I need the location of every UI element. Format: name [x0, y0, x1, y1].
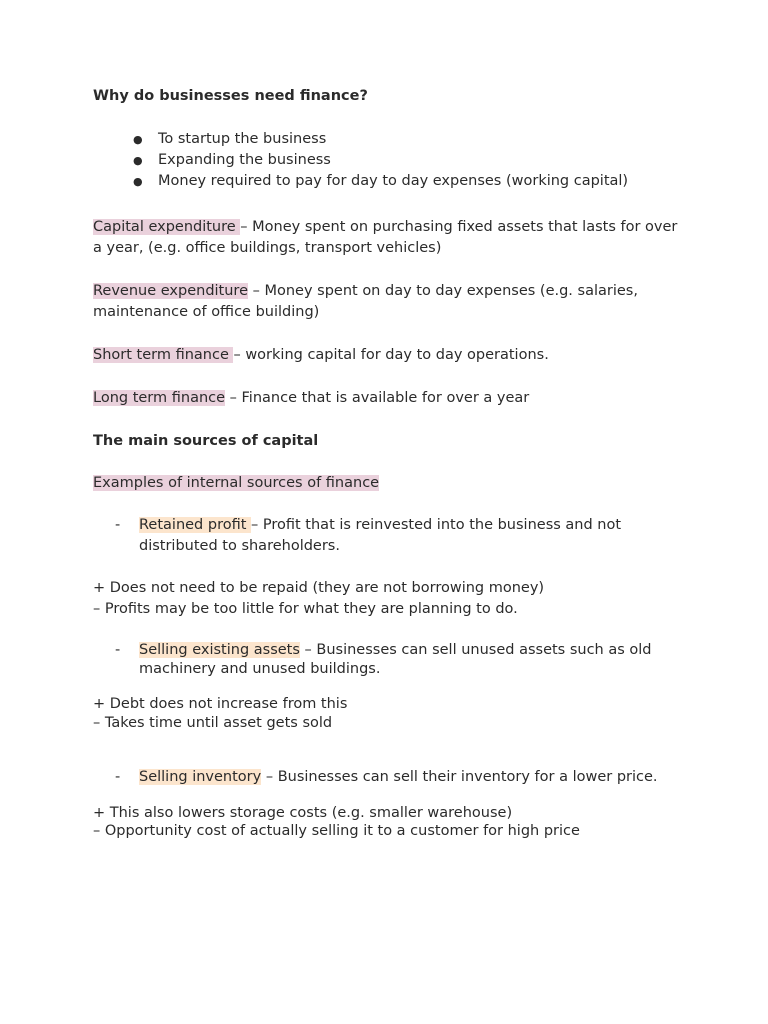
definition-text: – Money spent on purchasing fixed assets that lasts for over a year, (e.g. office buildings, transport vehicles) [93, 219, 678, 256]
reasons-list [93, 129, 683, 192]
con-point: – Takes time until asset gets sold [93, 715, 333, 731]
dash-marker: - [115, 769, 121, 785]
con-point: – Opportunity cost of actually selling it to a customer for high price [93, 823, 580, 839]
definition-revenue-expenditure [93, 281, 683, 323]
section-highlight: Examples of internal sources of finance [93, 475, 380, 491]
source-text: – Profit that is reinvested into the business and not distributed to shareholders. [139, 517, 622, 554]
list-item: ● To startup the business [93, 129, 683, 150]
dash-marker: - [115, 642, 121, 658]
source-retained-profit [93, 515, 683, 557]
list-item: ● Money required to pay for day to day expenses (working capital) [93, 171, 683, 192]
source-selling-existing-assets [93, 641, 683, 679]
definition-capital-expenditure [93, 217, 683, 259]
pro-point: + Debt does not increase from this [93, 696, 348, 712]
dash-marker: - [115, 517, 121, 533]
source-text: – Businesses can sell their inventory for a lower price. [261, 769, 658, 785]
definition-text: – Finance that is available for over a year [225, 390, 530, 406]
list-item: ● Expanding the business [93, 150, 683, 171]
con-point: – Profits may be too little for what they are planning to do. [93, 601, 518, 617]
pro-point: + This also lowers storage costs (e.g. smaller warehouse) [93, 805, 513, 821]
term-highlight: Short term finance [93, 347, 234, 363]
source-selling-inventory [93, 768, 683, 787]
definition-long-term-finance [93, 388, 683, 409]
definition-text: – working capital for day to day operations. [233, 347, 549, 363]
heading-why-finance: Why do businesses need finance? [93, 88, 368, 104]
source-highlight: Selling inventory [139, 769, 262, 785]
definition-text: – Money spent on day to day expenses (e.g. salaries, maintenance of office building) [93, 283, 638, 320]
heading-main-sources: The main sources of capital [93, 433, 319, 449]
source-text: – Businesses can sell unused assets such as old machinery and unused buildings. [139, 642, 652, 677]
term-highlight: Revenue expenditure [93, 283, 248, 299]
term-highlight: Capital expenditure [93, 219, 241, 235]
definition-short-term-finance [93, 345, 683, 366]
pro-point: + Does not need to be repaid (they are not borrowing money) [93, 580, 545, 596]
source-highlight: Selling existing assets [139, 642, 300, 658]
term-highlight: Long term finance [93, 390, 226, 406]
source-highlight: Retained profit [139, 517, 252, 533]
internal-sources-label [93, 473, 683, 494]
document-page [93, 86, 683, 840]
